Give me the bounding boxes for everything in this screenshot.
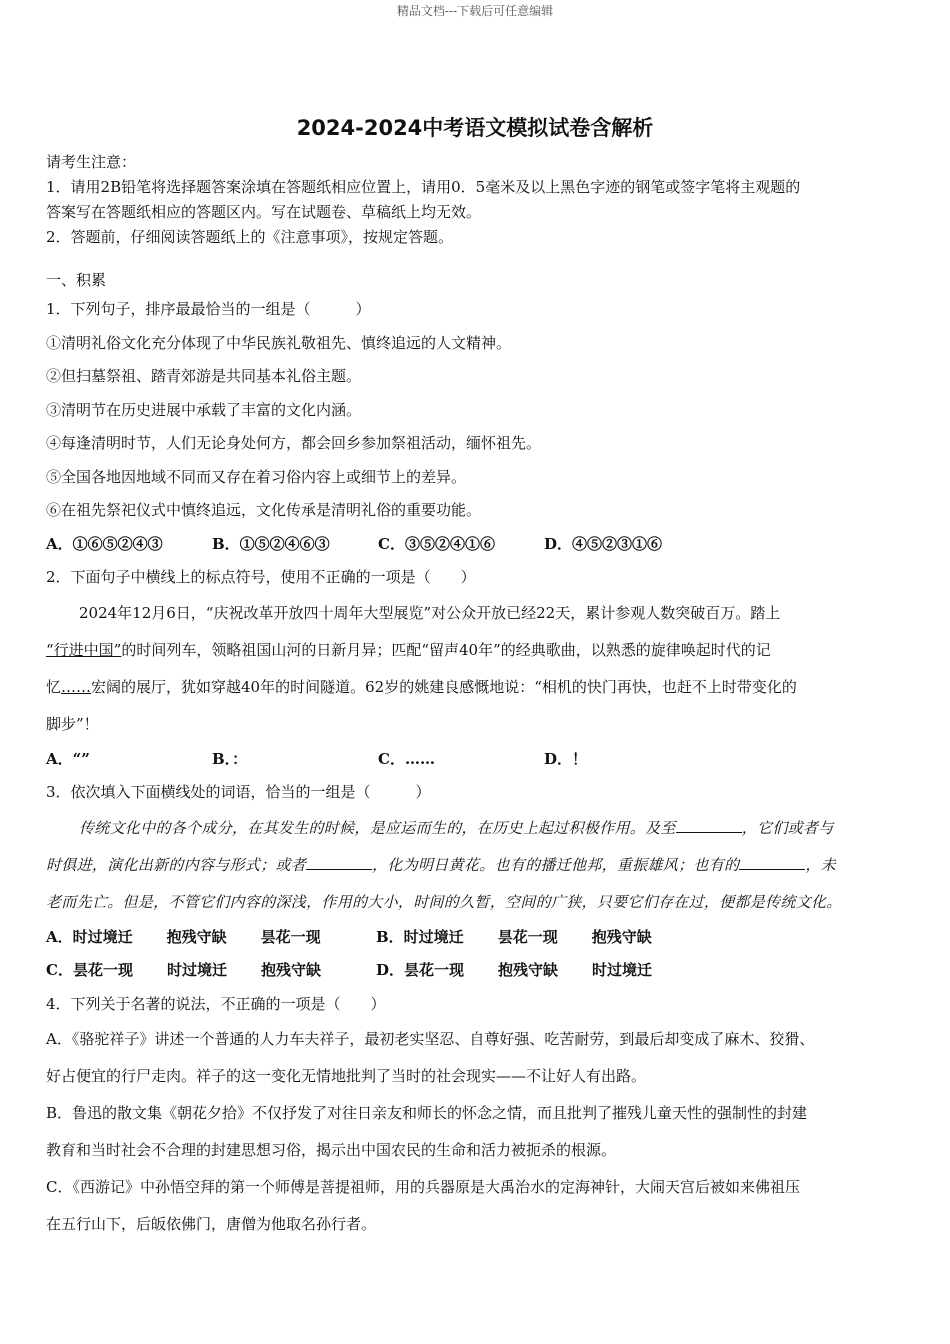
q3-passage-line: 老而先亡。但是，不管它们内容的深浅，作用的大小，时间的久暂，空间的广狭，只要它们存在过，便都是传统文化。 (46, 892, 842, 911)
q4-stem: 4．下列关于名著的说法，不正确的一项是（ ） (46, 994, 386, 1013)
q2-passage-line (46, 669, 912, 706)
q2-options (46, 743, 912, 777)
q2-underlined-mark: “行进中国” (46, 640, 122, 659)
q2-underlined-mark: …… (61, 677, 92, 696)
q1-option-b: B．①⑤②④⑥③ (212, 534, 330, 553)
q3-option-word: B．时过境迁 (376, 927, 464, 946)
q2-passage-line (46, 632, 912, 669)
q3-option-b (376, 921, 706, 955)
q3-option-word: A．时过境迁 (46, 927, 133, 946)
q3-option-word: 昙花一现 (260, 927, 321, 946)
q2-passage-text: 忆 (46, 677, 62, 696)
q2-stem-emphasis: 正 · (326, 568, 341, 586)
q2-stem-emphasis: 确 · (341, 568, 356, 586)
q3-option-word: 昙花一现 (497, 927, 558, 946)
document-body (46, 150, 912, 1243)
q3-option-d (376, 954, 706, 988)
q2-option-c: C．…… (378, 749, 435, 768)
q3-blank (306, 855, 372, 870)
q3-option-word: 抱残守缺 (591, 927, 652, 946)
q3-passage-line (46, 847, 912, 884)
spacer (46, 250, 912, 268)
q2-passage-line: 2024年12月6日，“庆祝改革开放四十周年大型展览”对公众开放已经22天，累计参观人数突破百万。踏上 (79, 603, 781, 622)
q1-options (46, 528, 912, 562)
q1-sentence: ⑥在祖先祭祀仪式中慎终追远，文化传承是清明礼俗的重要功能。 (46, 501, 482, 519)
q3-options-row (46, 921, 912, 955)
q3-passage-text: 传统文化中的各个成分，在其发生的时候，是应运而生的，在历史上起过积极作用。及至 (79, 818, 676, 837)
q4-option-c-line: 在五行山下，后皈依佛门，唐僧为他取名孙行者。 (46, 1215, 377, 1233)
q1-sentence: ①清明礼俗文化充分体现了中华民族礼敬祖先、慎终追远的人文精神。 (46, 333, 512, 352)
q3-option-word: D．昙花一现 (376, 961, 465, 979)
q3-option-c (46, 954, 376, 988)
q1-sentence: ②但扫墓祭祖、踏青郊游是共同基本礼俗主题。 (46, 367, 362, 385)
q3-passage-text: ，化为明日黄花。也有的播迁他邦，重振雄风；也有的 (372, 855, 740, 874)
notice-line: 答案写在答题纸相应的答题区内。写在试题卷、草稿纸上均无效。 (46, 203, 482, 221)
q4-option-b-line: B．鲁迅的散文集《朝花夕拾》不仅抒发了对往日亲友和师长的怀念之情，而且批判了摧残儿童天性的强制性的封建 (46, 1104, 808, 1122)
q3-options-row (46, 954, 912, 988)
q2-stem-text: 2．下面句子中横线上的标点符号，使用 (46, 568, 311, 586)
document-title: 2024-2024中考语文模拟试卷含解析 (296, 116, 654, 140)
q3-option-word: C．昙花一现 (46, 961, 133, 979)
q3-passage-text: ，它们或者与 (741, 818, 834, 837)
q2-option-d: D．！ (544, 749, 588, 768)
q1-sentence: ⑤全国各地因地域不同而又存在着习俗内容上或细节上的差异。 (46, 467, 467, 486)
q2-stem-emphasis: 不 · (311, 568, 326, 586)
q3-option-a (46, 921, 376, 955)
q2-option-b: B．： (212, 749, 248, 768)
q3-passage-line (46, 810, 912, 847)
q2-passage-line: 脚步”！ (46, 714, 99, 733)
q1-sentence: ③清明节在历史进展中承载了丰富的文化内涵。 (46, 400, 362, 419)
q2-stem (46, 561, 912, 595)
q4-option-a-line: A．《骆驼祥子》讲述一个普通的人力车夫祥子，最初老实坚忍、自尊好强、吃苦耐劳，到最后却变成了麻木、狡猾、 (46, 1030, 815, 1048)
q3-option-word: 抱残守缺 (260, 961, 321, 979)
q4-option-c-line: C．《西游记》中孙悟空拜的第一个师傅是菩提祖师，用的兵器原是大禹治水的定海神针，大闹天宫后被如来佛祖压 (46, 1178, 800, 1196)
q2-option-a: A．“” (46, 749, 90, 768)
q3-option-word: 时过境迁 (592, 961, 653, 979)
notice-line: 2．答题前，仔细阅读答题纸上的《注意事项》，按规定答题。 (46, 228, 454, 246)
q3-stem: 3．依次填入下面横线处的词语，恰当的一组是（ ） (46, 783, 431, 801)
q1-sentence: ④每逢清明时节，人们无论身处何方，都会回乡参加祭祖活动，缅怀祖先。 (46, 434, 542, 452)
q3-blank (739, 855, 805, 870)
q1-option-c: C．③⑤②④①⑥ (378, 534, 495, 553)
q3-option-word: 抱残守缺 (166, 927, 227, 946)
q3-option-word: 时过境迁 (166, 961, 227, 979)
q2-stem-text: 的一项是（ ） (355, 568, 476, 586)
q3-passage-text: 时俱进，演化出新的内容与形式；或者 (46, 855, 307, 874)
q2-passage-text: 宏阔的展厅，犹如穿越40年的时间隧道。62岁的姚建良感慨地说：“相机的快门再快，也赶不上时带变化的 (91, 677, 797, 696)
q1-option-a: A．①⑥⑤②④③ (46, 534, 163, 553)
header-note: 精品文档---下载后可任意编辑 (396, 4, 554, 18)
q3-blank (676, 818, 742, 833)
q3-option-word: 抱残守缺 (498, 961, 559, 979)
q1-stem: 1．下列句子，排序最最恰当的一组是（ ） (46, 300, 371, 318)
q2-passage-text: 的时间列车，领略祖国山河的日新月异；匹配“留声40年”的经典歌曲，以熟悉的旋律唤起时代的记 (121, 640, 771, 659)
section-heading: 一、积累 (46, 271, 107, 289)
q1-option-d: D．④⑤②③①⑥ (544, 534, 663, 553)
q3-passage-text: ，未 (805, 855, 836, 874)
q4-option-b-line: 教育和当时社会不合理的封建思想习俗，揭示出中国农民的生命和活力被扼杀的根源。 (46, 1141, 617, 1159)
notice-line: 1．请用2B铅笔将选择题答案涂填在答题纸相应位置上，请用0．5毫米及以上黑色字迹的钢笔或签字笔将主观题的 (46, 178, 801, 196)
notice-heading: 请考生注意： (46, 153, 137, 171)
q4-option-a-line: 好占便宜的行尸走肉。祥子的这一变化无情地批判了当时的社会现实——不让好人有出路。 (46, 1067, 647, 1085)
